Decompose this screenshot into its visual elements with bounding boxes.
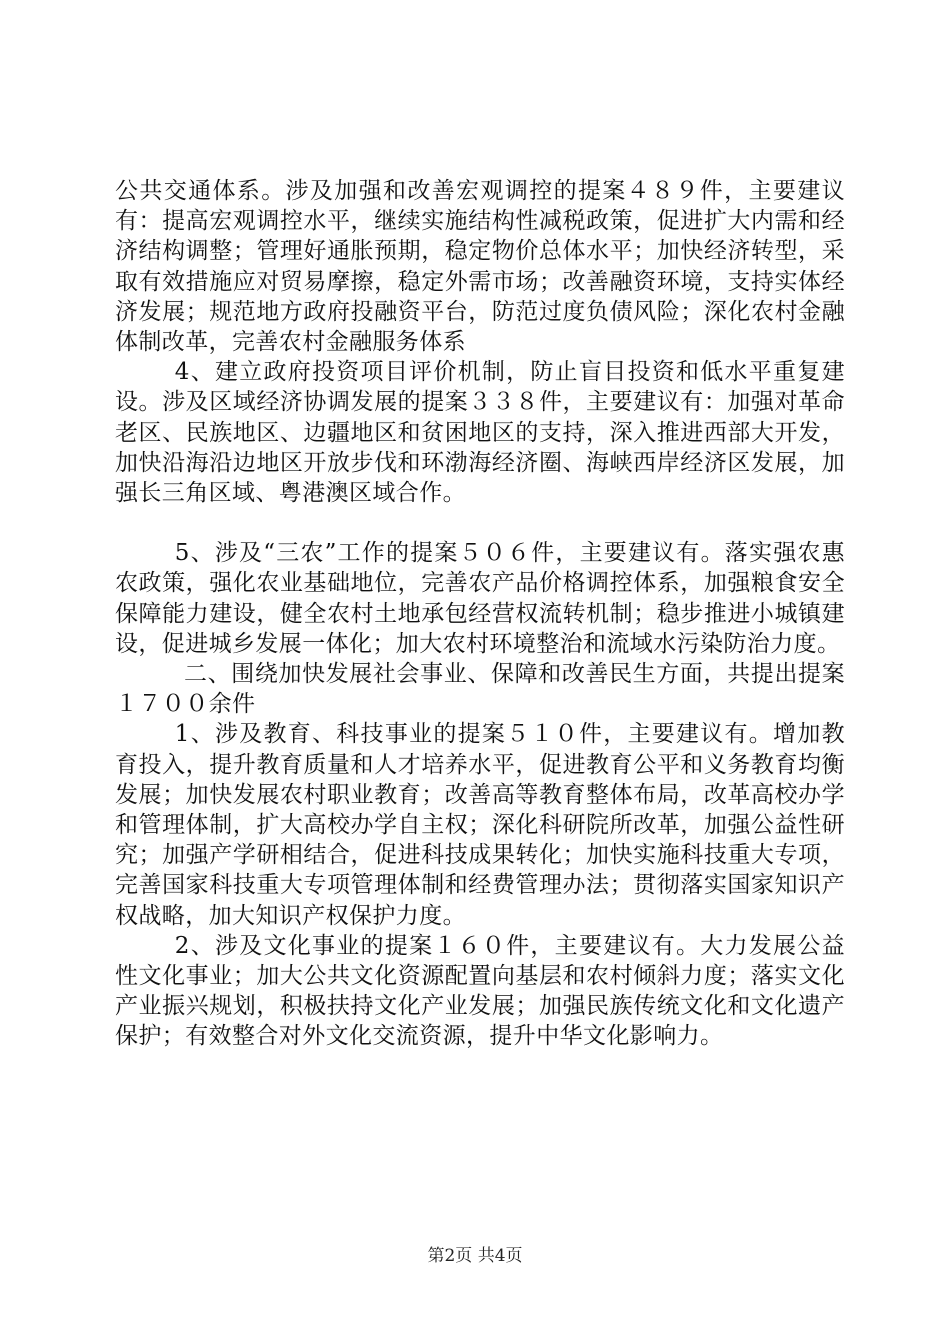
document-body — [115, 176, 845, 1052]
paragraph-5: 1、涉及教育、科技事业的提案５１０件，主要建议有。增加教育投入，提升教育质量和人才培养水平，促进教育公平和义务教育均衡发展；加快发展农村职业教育；改善高等教育整体布局，改革高校办学和管理体制，扩大高校办学自主权；深化科研院所改革，加强公益性研究；加强产学研相结合，促进科技成果转化；加快实施科技重大专项，完善国家科技重大专项管理体制和经费管理办法；贯彻落实国家知识产权战略，加大知识产权保护力度。 — [115, 721, 845, 929]
page-number: 第2页 共4页 — [427, 1246, 523, 1266]
paragraph-1: 公共交通体系。涉及加强和改善宏观调控的提案４８９件，主要建议有：提高宏观调控水平，继续实施结构性减税政策，促进扩大内需和经济结构调整；管理好通胀预期，稳定物价总体水平；加快经济转型，采取有效措施应对贸易摩擦，稳定外需市场；改善融资环境，支持实体经济发展；规范地方政府投融资平台，防范过度负债风险；深化农村金融体制改革，完善农村金融服务体系 — [115, 178, 845, 356]
paragraph-2: 4、建立政府投资项目评价机制，防止盲目投资和低水平重复建设。涉及区域经济协调发展的提案３３８件，主要建议有：加强对革命老区、民族地区、边疆地区和贫困地区的支持，深入推进西部大开发，加快沿海沿边地区开放步伐和环渤海经济圈、海峡西岸经济区发展，加强长三角区域、粤港澳区域合作。 — [115, 359, 845, 507]
page-footer — [0, 1246, 950, 1266]
paragraph-3: 5、涉及“三农”工作的提案５０６件，主要建议有。落实强农惠农政策，强化农业基础地位，完善农产品价格调控体系，加强粮食安全保障能力建设，健全农村土地承包经营权流转机制；稳步推进小城镇建设，促进城乡发展一体化；加大农村环境整治和流域水污染防治力度。 — [115, 540, 845, 657]
section-heading-2: 二、围绕加快发展社会事业、保障和改善民生方面，共提出提案１７００余件 — [115, 661, 845, 718]
paragraph-6: 2、涉及文化事业的提案１６０件，主要建议有。大力发展公益性文化事业；加大公共文化资源配置向基层和农村倾斜力度；落实文化产业振兴规划，积极扶持文化产业发展；加强民族传统文化和文化遗产保护；有效整合对外文化交流资源，提升中华文化影响力。 — [115, 932, 845, 1050]
